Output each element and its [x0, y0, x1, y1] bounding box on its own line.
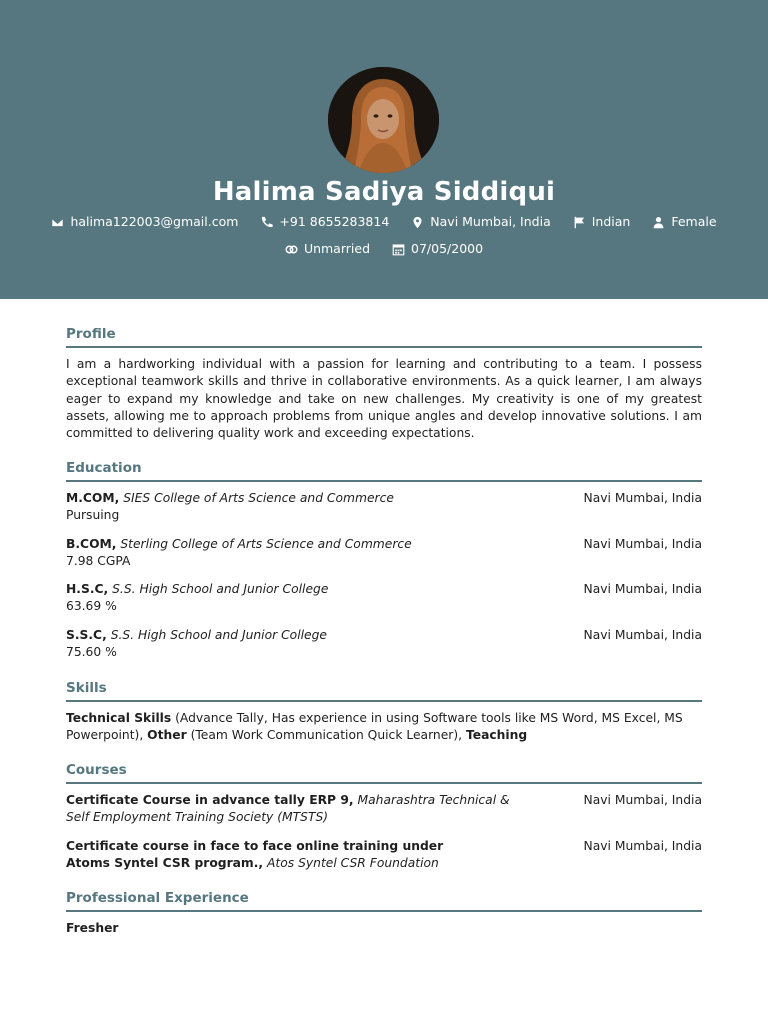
education-entry — [66, 581, 702, 616]
nationality-text: Indian — [591, 214, 631, 229]
education-entry — [66, 627, 702, 662]
email-text: halima122003@gmail.com — [70, 214, 239, 229]
contact-location — [411, 213, 550, 231]
location-text: Navi Mumbai, India — [430, 214, 551, 229]
education-detail: 75.60 % — [66, 645, 117, 660]
education-section — [66, 458, 702, 661]
contact-gender — [652, 213, 716, 231]
skills-technical-label: Technical Skills — [66, 711, 172, 725]
contact-marital — [285, 240, 370, 258]
education-degree: S.S.C, — [66, 627, 107, 642]
calendar-icon — [392, 243, 405, 256]
gender-text: Female — [671, 214, 717, 229]
education-school: S.S. High School and Junior College — [112, 582, 329, 597]
education-degree: M.COM, — [66, 491, 120, 505]
course-name: Certificate course in face to face online training under Atoms Syntel CSR program., — [66, 838, 444, 870]
phone-text: +91 8655283814 — [279, 214, 390, 229]
education-heading: Education — [66, 458, 702, 482]
marital-text: Unmarried — [303, 241, 371, 256]
dob-text: 07/05/2000 — [411, 241, 484, 256]
skills-heading: Skills — [66, 678, 702, 702]
profile-photo — [328, 67, 439, 173]
experience-value: Fresher — [66, 921, 119, 935]
profile-section — [66, 324, 702, 442]
skills-section — [66, 678, 702, 745]
courses-section — [66, 760, 702, 872]
education-entry — [66, 536, 702, 571]
course-name: Certificate Course in advance tally ERP 9, — [66, 793, 354, 807]
contact-email[interactable] — [51, 213, 238, 231]
skills-text — [66, 710, 702, 745]
course-entry — [66, 792, 702, 827]
contact-row-primary — [0, 213, 768, 231]
education-location: Navi Mumbai, India — [583, 491, 702, 505]
course-location: Navi Mumbai, India — [583, 793, 702, 807]
phone-icon — [260, 216, 273, 229]
contact-phone[interactable] — [260, 213, 389, 231]
person-icon — [652, 216, 665, 229]
education-detail: 7.98 CGPA — [66, 553, 131, 568]
skills-technical-text: (Advance Tally, Has experience in using Software tools like MS Word, MS Excel, MS Powerpoint), — [66, 711, 683, 743]
resume-header — [0, 0, 768, 299]
education-entry — [66, 490, 702, 525]
skills-other-label: Other — [147, 728, 187, 743]
experience-heading: Professional Experience — [66, 888, 702, 912]
envelope-icon — [51, 216, 64, 229]
rings-icon — [285, 243, 298, 256]
courses-heading: Courses — [66, 760, 702, 784]
education-location: Navi Mumbai, India — [583, 536, 702, 551]
course-org: Atos Syntel CSR Foundation — [267, 855, 439, 870]
contact-dob — [392, 240, 483, 258]
flag-icon — [573, 216, 586, 229]
education-school: SIES College of Arts Science and Commerce — [123, 491, 394, 505]
course-entry — [66, 838, 702, 873]
skills-other-text: (Team Work Communication Quick Learner), — [186, 728, 463, 743]
skills-teaching-label: Teaching — [465, 728, 528, 743]
profile-heading: Profile — [66, 324, 702, 348]
education-degree: H.S.C, — [66, 582, 109, 597]
experience-section — [66, 888, 702, 937]
course-org: Maharashtra Technical & Self Employment Training Society (MTSTS) — [66, 793, 510, 825]
experience-text — [66, 920, 702, 937]
education-location: Navi Mumbai, India — [583, 627, 702, 642]
education-school: S.S. High School and Junior College — [110, 627, 327, 642]
education-school: Sterling College of Arts Science and Commerce — [120, 536, 412, 551]
profile-photo-portrait — [328, 67, 439, 173]
candidate-name: Halima Sadiya Siddiqui — [212, 177, 556, 207]
education-degree: B.COM, — [66, 536, 117, 551]
education-location: Navi Mumbai, India — [583, 582, 702, 597]
profile-text: I am a hardworking individual with a passion for learning and contributing to a team. I possess exceptional teamwork skills and thrive in collaborative environments. As a quick learner, I am always eager to expand my knowledge and take on new challenges. My creativity is one of my greatest assets, allowing me to approach problems from unique angles and develop innovative solutions. I am committed to delivering quality work and exceeding expectations. — [66, 357, 702, 441]
contact-nationality — [573, 213, 631, 231]
education-detail: Pursuing — [66, 508, 120, 523]
contact-row-secondary — [0, 240, 768, 258]
education-detail: 63.69 % — [66, 599, 117, 614]
map-pin-icon — [411, 216, 424, 229]
course-location: Navi Mumbai, India — [583, 838, 702, 853]
